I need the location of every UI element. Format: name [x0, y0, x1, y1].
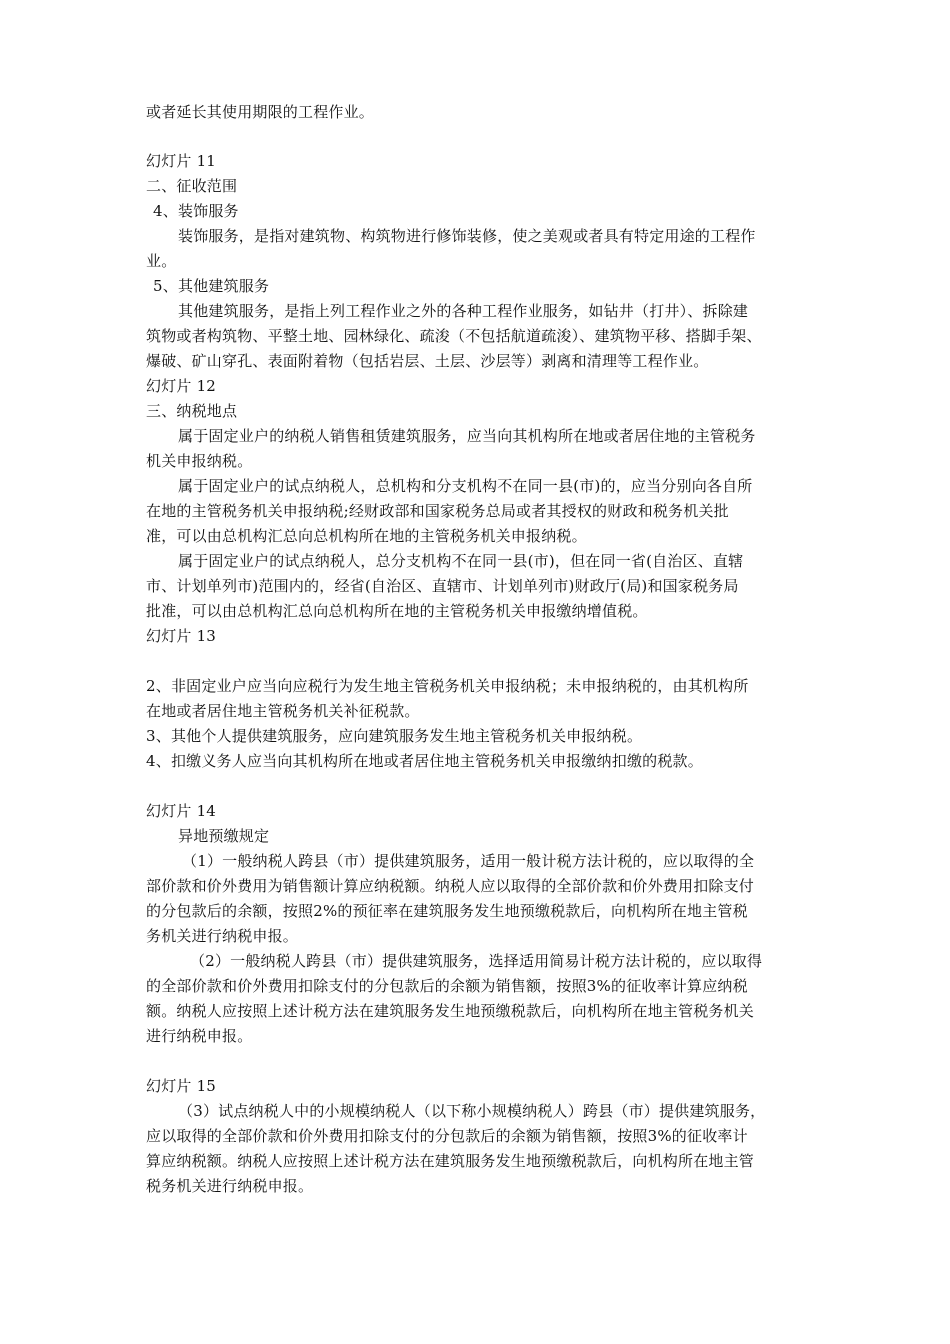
paragraph-line: 属于固定业户的纳税人销售租赁建筑服务，应当向其机构所在地或者居住地的主管税务 [178, 427, 756, 445]
paragraph-line: 筑物或者构筑物、平整土地、园林绿化、疏浚（不包括航道疏浚）、建筑物平移、搭脚手架、 [146, 327, 762, 345]
paragraph-line: 的全部价款和价外费用扣除支付的分包款后的余额为销售额，按照3%的征收率计算应纳税 [146, 977, 748, 995]
paragraph-line: 额。纳税人应按照上述计税方法在建筑服务发生地预缴税款后，向机构所在地主管税务机关 [146, 1002, 755, 1020]
subsection-heading: 异地预缴规定 [178, 827, 270, 845]
text-line: 或者延长其使用期限的工程作业。 [146, 103, 375, 121]
paragraph-line: 属于固定业户的试点纳税人，总分支机构不在同一县(市)，但在同一省(自治区、直辖 [178, 552, 744, 570]
section-heading: 二、征收范围 [146, 177, 238, 195]
paragraph-line: 业。 [146, 252, 177, 270]
paragraph-line: 爆破、矿山穿孔、表面附着物（包括岩层、土层、沙层等）剥离和清理等工程作业。 [146, 352, 709, 370]
paragraph-line: 3、其他个人提供建筑服务，应向建筑服务发生地主管税务机关申报纳税。 [146, 727, 643, 745]
paragraph-line: 在地或者居住地主管税务机关补征税款。 [146, 702, 420, 720]
paragraph-line: 机关申报纳税。 [146, 452, 253, 470]
paragraph-line: 4、扣缴义务人应当向其机构所在地或者居住地主管税务机关申报缴纳扣缴的税款。 [146, 752, 703, 770]
paragraph-line: 务机关进行纳税申报。 [146, 927, 299, 945]
paragraph-line: （2）一般纳税人跨县（市）提供建筑服务，选择适用简易计税方法计税的，应以取得 [190, 952, 763, 970]
slide-heading: 幻灯片 12 [146, 377, 217, 395]
slide-heading: 幻灯片 11 [146, 152, 217, 170]
paragraph-line: 市、计划单列市)范围内的，经省(自治区、直辖市、计划单列市)财政厅(局)和国家税务局 [146, 577, 739, 595]
paragraph-line: 算应纳税额。纳税人应按照上述计税方法在建筑服务发生地预缴税款后，向机构所在地主管 [146, 1152, 755, 1170]
paragraph-line: 进行纳税申报。 [146, 1027, 253, 1045]
paragraph-line: 准，可以由总机构汇总向总机构所在地的主管税务机关申报纳税。 [146, 527, 587, 545]
section-heading: 三、纳税地点 [146, 402, 238, 420]
paragraph-line: 的分包款后的余额，按照2%的预征率在建筑服务发生地预缴税款后，向机构所在地主管税 [146, 902, 748, 920]
paragraph-line: 装饰服务，是指对建筑物、构筑物进行修饰装修，使之美观或者具有特定用途的工程作 [178, 227, 756, 245]
paragraph-line: 批准，可以由总机构汇总向总机构所在地的主管税务机关申报缴纳增值税。 [146, 602, 648, 620]
slide-heading: 幻灯片 13 [146, 627, 217, 645]
subsection-heading: 5、其他建筑服务 [153, 277, 270, 295]
paragraph-line: 税务机关进行纳税申报。 [146, 1177, 314, 1195]
paragraph-line: 其他建筑服务，是指上列工程作业之外的各种工程作业服务，如钻井（打井）、拆除建 [178, 302, 749, 320]
paragraph-line: 2、非固定业户应当向应税行为发生地主管税务机关申报纳税；未申报纳税的，由其机构所 [146, 677, 749, 695]
slide-heading: 幻灯片 14 [146, 802, 217, 820]
paragraph-line: 属于固定业户的试点纳税人，总机构和分支机构不在同一县(市)的，应当分别向各自所 [178, 477, 753, 495]
paragraph-line: 应以取得的全部价款和价外费用扣除支付的分包款后的余额为销售额，按照3%的征收率计 [146, 1127, 748, 1145]
subsection-heading: 4、装饰服务 [153, 202, 239, 220]
paragraph-line: 在地的主管税务机关申报纳税;经财政部和国家税务总局或者其授权的财政和税务机关批 [146, 502, 729, 520]
paragraph-line: （1）一般纳税人跨县（市）提供建筑服务，适用一般计税方法计税的，应以取得的全 [182, 852, 755, 870]
paragraph-line: （3）试点纳税人中的小规模纳税人（以下称小规模纳税人）跨县（市）提供建筑服务， [178, 1102, 766, 1120]
slide-heading: 幻灯片 15 [146, 1077, 217, 1095]
paragraph-line: 部价款和价外费用为销售额计算应纳税额。纳税人应以取得的全部价款和价外费用扣除支付 [146, 877, 755, 895]
